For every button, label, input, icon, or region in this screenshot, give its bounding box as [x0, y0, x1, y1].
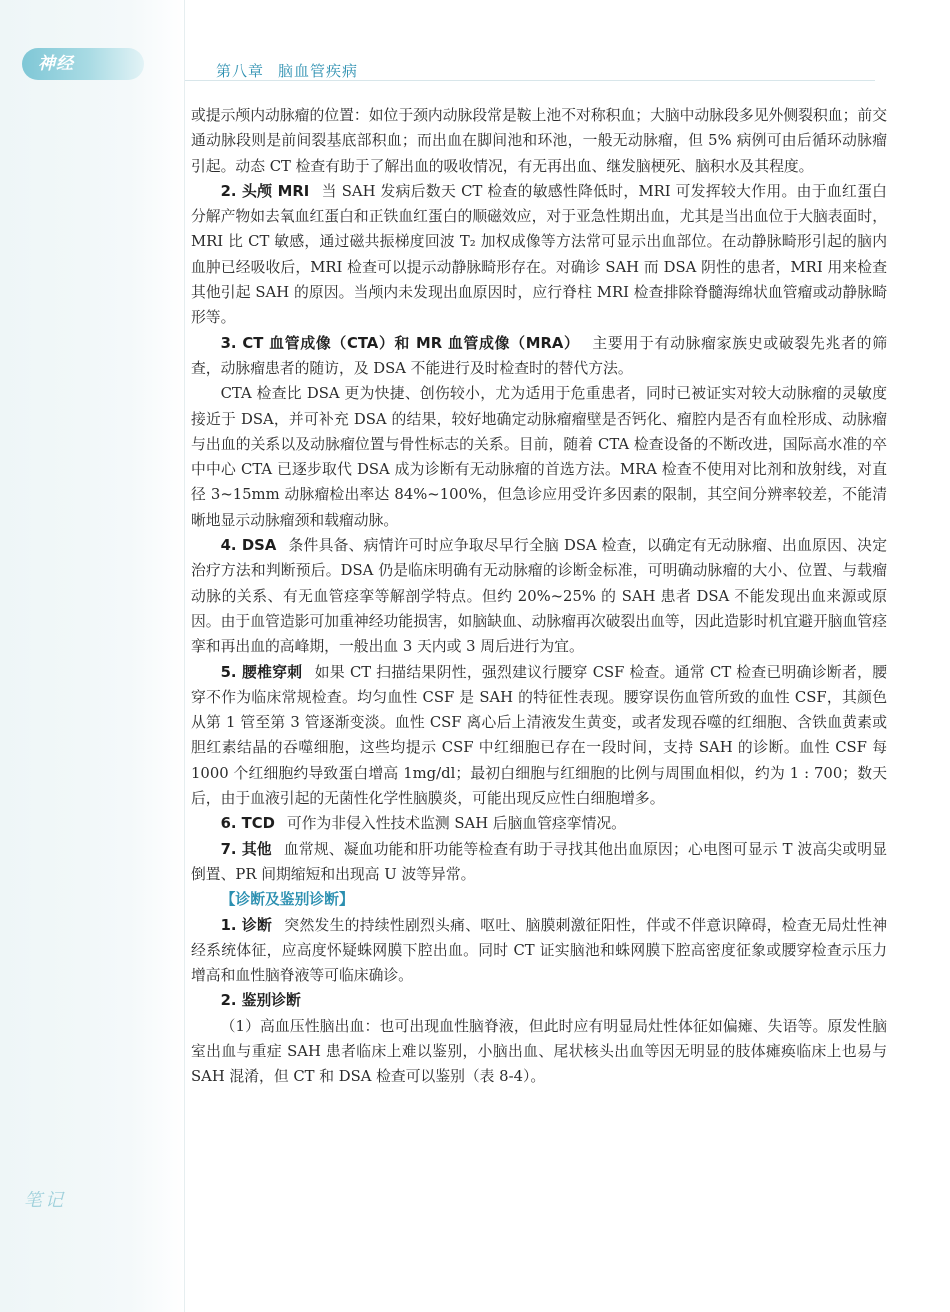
paragraph-cta-detail	[191, 381, 887, 533]
paragraph-text: 突然发生的持续性剧烈头痛、呕吐、脑膜刺激征阳性，伴或不伴意识障碍，检查无局灶性神经系统体征，应高度怀疑蛛网膜下腔出血。同时 CT 证实脑池和蛛网膜下腔高密度征象或腰穿检查示压力增高和血性脑脊液等可临床确诊。	[191, 916, 887, 985]
paragraph-ct-continued	[191, 103, 887, 179]
chapter-number: 第八章	[216, 62, 265, 80]
chapter-title	[216, 60, 358, 81]
header-rule	[185, 80, 875, 81]
item-heading-diagnosis: 1. 诊断	[220, 916, 273, 934]
notes-label: 笔记	[24, 1190, 66, 1211]
item-heading-mri: 2. 头颅 MRI	[220, 182, 310, 200]
paragraph-lumbar-puncture	[191, 660, 887, 812]
section-heading-diagnosis	[191, 887, 887, 912]
item-heading-tcd: 6. TCD	[220, 815, 275, 833]
paragraph-text: 主要用于有动脉瘤家族史或破裂先兆者的筛查，动脉瘤患者的随访，及 DSA 不能进行及时检查时的替代方法。	[191, 334, 887, 377]
paragraph-tcd	[191, 811, 887, 836]
paragraph-cta-mra	[191, 331, 887, 382]
paragraph-hypertensive-hemorrhage	[191, 1014, 887, 1090]
margin-divider	[184, 0, 185, 1312]
paragraph-text: （1）高血压性脑出血：也可出现血性脑脊液，但此时应有明显局灶性体征如偏瘫、失语等。原发性脑室出血与重症 SAH 患者临床上难以鉴别，小脑出血、尾状核头出血等因无明显的肢体瘫痪临床上也易与 SAH 混淆，但 CT 和 DSA 检查可以鉴别（表 8-4）。	[191, 1017, 887, 1086]
section-heading-text: 【诊断及鉴别诊断】	[220, 891, 354, 909]
paragraph-text: 可作为非侵入性技术监测 SAH 后脑血管痉挛情况。	[286, 815, 626, 833]
margin-band	[0, 0, 185, 1312]
badge-text: 神经	[38, 54, 74, 74]
paragraph-differential-heading	[191, 988, 887, 1013]
item-heading-differential: 2. 鉴别诊断	[220, 992, 301, 1010]
paragraph-diagnosis	[191, 913, 887, 989]
paragraph-text: 当 SAH 发病后数天 CT 检查的敏感性降低时，MRI 可发挥较大作用。由于血红蛋白分解产物如去氧血红蛋白和正铁血红蛋白的顺磁效应，对于亚急性期出血，尤其是当出血位于大脑表面时，MRI 比 CT 敏感，通过磁共振梯度回波 T₂ 加权成像等方法常可显示出血部位。在动静脉畸形引起的脑内血肿已经吸收后，MRI 检查可以提示动静脉畸形存在。对确诊 SAH 而 DSA 阴性的患者，MRI 用来检查其他引起 SAH 的原因。当颅内未发现出血原因时，应行脊柱 MRI 检查排除脊髓海绵状血管瘤或动静脉畸形等。	[191, 182, 887, 327]
chapter-name: 脑血管疾病	[278, 62, 359, 80]
paragraph-other	[191, 837, 887, 888]
paragraph-text: CTA 检查比 DSA 更为快捷、创伤较小，尤为适用于危重患者，同时已被证实对较大动脉瘤的灵敏度接近于 DSA，并可补充 DSA 的结果，较好地确定动脉瘤瘤壁是否钙化、瘤腔内是否有血栓形成、动脉瘤与出血的关系以及动脉瘤位置与骨性标志的关系。目前，随着 CTA 检查设备的不断改进，国际高水准的卒中中心 CTA 已逐步取代 DSA 成为诊断有无动脉瘤的首选方法。MRA 检查不使用对比剂和放射线，对直径 3~15mm 动脉瘤检出率达 84%~100%，但急诊应用受许多因素的限制，其空间分辨率较差，不能清晰地显示动脉瘤颈和载瘤动脉。	[191, 385, 887, 529]
item-heading-dsa: 4. DSA	[220, 537, 277, 555]
page-body	[191, 103, 887, 1090]
paragraph-text: 或提示颅内动脉瘤的位置：如位于颈内动脉段常是鞍上池不对称积血；大脑中动脉段多见外侧裂积血；前交通动脉段则是前间裂基底部积血；而出血在脚间池和环池，一般无动脉瘤，但 5% 病例可由后循环动脉瘤引起。动态 CT 检查有助于了解出血的吸收情况，有无再出血、继发脑梗死、脑积水及其程度。	[191, 107, 887, 175]
paragraph-text: 如果 CT 扫描结果阴性，强烈建议行腰穿 CSF 检查。通常 CT 检查已明确诊断者，腰穿不作为临床常规检查。均匀血性 CSF 是 SAH 的特征性表现。腰穿误伤血管所致的血性 CSF，其颜色从第 1 管至第 3 管逐渐变淡。血性 CSF 离心后上清液发生黄变，或者发现吞噬的红细胞、含铁血黄素或胆红素结晶的吞噬细胞，这些均提示 CSF 中红细胞已存在一段时间，支持 SAH 的诊断。血性 CSF 每 1000 个红细胞约导致蛋白增高 1mg/dl；最初白细胞与红细胞的比例与周围血相似，约为 1 : 700；数天后，由于血液引起的无菌性化学性脑膜炎，可能出现反应性白细胞增多。	[191, 663, 887, 808]
item-heading-lumbar-puncture: 5. 腰椎穿刺	[220, 663, 303, 681]
paragraph-mri	[191, 179, 887, 331]
paragraph-text: 条件具备、病情许可时应争取尽早行全脑 DSA 检查，以确定有无动脉瘤、出血原因、决定治疗方法和判断预后。DSA 仍是临床明确有无动脉瘤的诊断金标准，可明确动脉瘤的大小、位置、与载瘤动脉的关系、有无血管痉挛等解剖学特点。但约 20%~25% 的 SAH 患者 DSA 不能发现出血来源或原因。由于血管造影可加重神经功能损害，如脑缺血、动脉瘤再次破裂出血等，因此造影时机宜避开脑血管痉挛和再出血的高峰期，一般出血 3 天内或 3 周后进行为宜。	[191, 537, 887, 656]
item-heading-other: 7. 其他	[220, 840, 272, 858]
paragraph-dsa	[191, 533, 887, 659]
chapter-badge	[22, 48, 144, 80]
item-heading-cta-mra: 3. CT 血管成像（CTA）和 MR 血管成像（MRA）	[220, 334, 580, 352]
paragraph-text: 血常规、凝血功能和肝功能等检查有助于寻找其他出血原因；心电图可显示 T 波高尖或明显倒置、PR 间期缩短和出现高 U 波等异常。	[191, 840, 887, 883]
